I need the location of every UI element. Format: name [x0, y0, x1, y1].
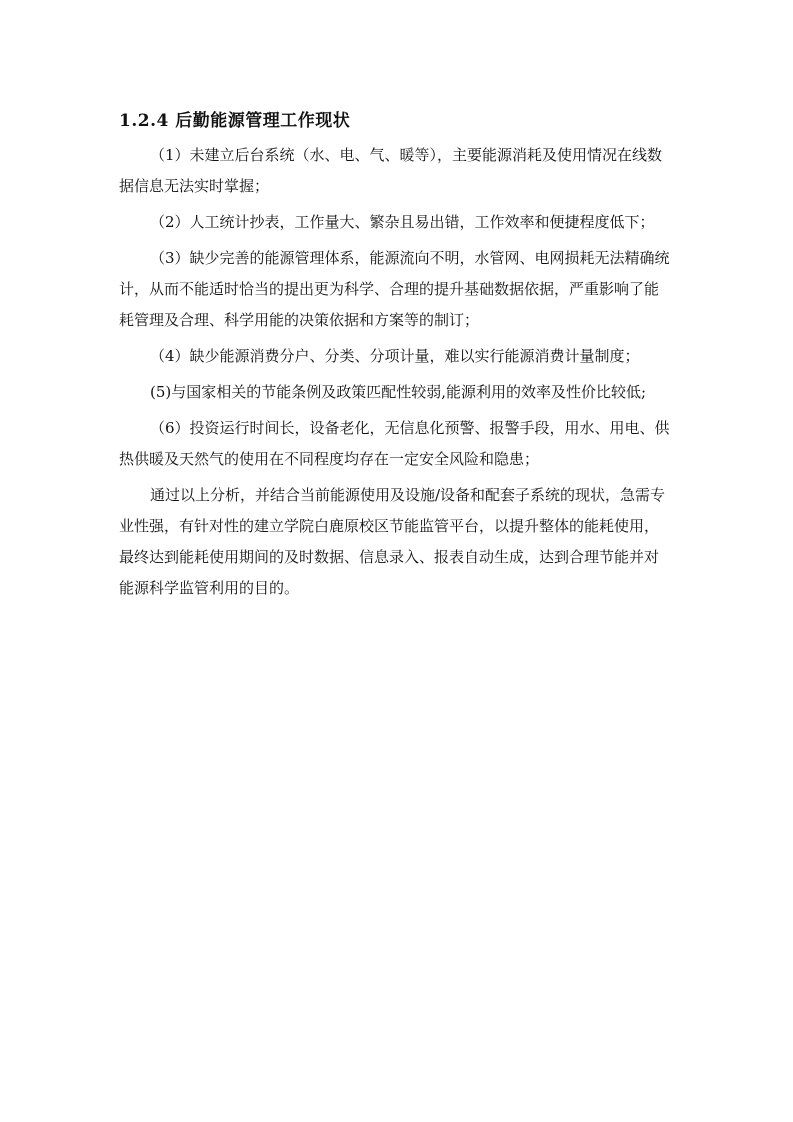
document-body	[119, 143, 679, 612]
section-heading: 1.2.4 后勤能源管理工作现状	[119, 111, 351, 131]
paragraph-line: （6）投资运行时间长，设备老化，无信息化预警、报警手段，用水、用电、供	[150, 419, 670, 437]
paragraph-line: （4）缺少能源消费分户、分类、分项计量，难以实行能源消费计量制度；	[150, 347, 640, 365]
paragraph	[119, 344, 679, 375]
paragraph-line: （2）人工统计抄表，工作量大、繁杂且易出错，工作效率和便捷程度低下；	[150, 213, 655, 231]
paragraph-line: 业性强，有针对性的建立学院白鹿原校区节能监管平台，以提升整体的能耗使用，	[119, 517, 660, 535]
paragraph-line: （1）未建立后台系统（水、电、气、暖等），主要能源消耗及使用情况在线数	[150, 146, 663, 164]
paragraph-line: 据信息无法实时掌握；	[119, 177, 270, 195]
paragraph-line: 热供暖及天然气的使用在不同程度均存在一定安全风险和隐患；	[119, 450, 540, 468]
paragraph-line: （3）缺少完善的能源管理体系，能源流向不明，水管网、电网损耗无法精确统	[150, 249, 670, 267]
paragraph-line: 能源科学监管利用的目的。	[119, 579, 300, 597]
paragraph	[119, 380, 679, 411]
paragraph	[119, 210, 679, 241]
paragraph-line: 最终达到能耗使用期间的及时数据、信息录入、报表自动生成，达到合理节能并对	[119, 548, 660, 566]
paragraph-line: (5)与国家相关的节能条例及政策匹配性较弱,能源利用的效率及性价比较低;	[150, 383, 647, 401]
paragraph	[119, 483, 679, 607]
paragraph-line: 通过以上分析，并结合当前能源使用及设施/设备和配套子系统的现状，急需专	[150, 486, 666, 504]
paragraph	[119, 246, 679, 339]
paragraph	[119, 143, 679, 205]
paragraph-line: 计，从而不能适时恰当的提出更为科学、合理的提升基础数据依据，严重影响了能	[119, 280, 660, 298]
paragraph	[119, 416, 679, 478]
paragraph-line: 耗管理及合理、科学用能的决策依据和方案等的制订；	[119, 311, 480, 329]
